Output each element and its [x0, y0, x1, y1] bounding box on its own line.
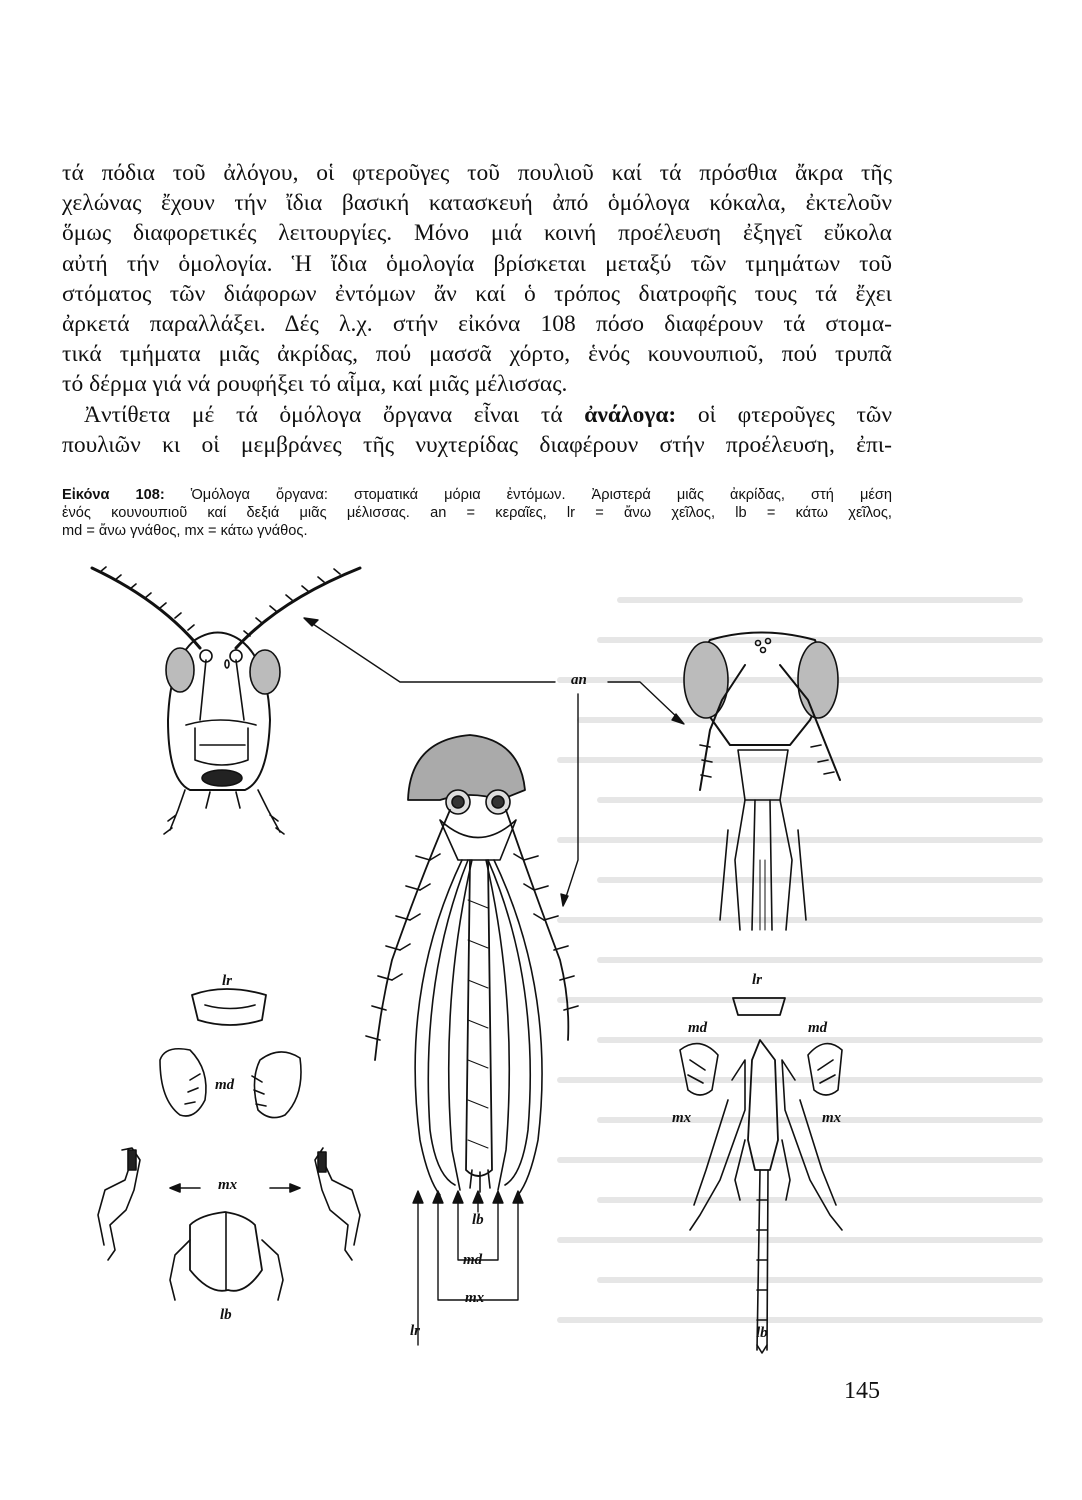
label-lb-right: lb [756, 1325, 768, 1341]
label-md-left: md [215, 1077, 235, 1093]
caption-text-1: Ὁμόλογα ὄργανα: στοματικά μόρια ἐντόμων. Ἀριστερά μιᾶς ἀκρίδας, στή μέση [164, 487, 892, 503]
body-line-7: τικά τμήματα μιᾶς ἀκρίδας, πού μασσᾶ χόρτο, ἑνός κουνουπιοῦ, πού τρυπᾶ [62, 341, 892, 368]
label-lb-left: lb [220, 1307, 232, 1323]
mosquito-head-drawing [366, 735, 578, 1195]
caption-line-1 [62, 486, 892, 504]
paragraph2-start: Ἀντίθετα μέ τά ὁμόλογα ὄργανα εἶναι τά [84, 401, 585, 428]
label-lr-left: lr [222, 973, 233, 989]
body-line-5: στόματος τῶν διάφορων ἐντόμων ἄν καί ὁ τρόπος διατροφῆς τους τά ἔχει [62, 280, 892, 307]
body-text [62, 158, 892, 460]
body-line-2: χελώνας ἔχουν τήν ἴδια βασική κατασκευή ἀπό ὁμόλογα κόκαλα, ἐκτελοῦν [62, 190, 892, 217]
label-lr-center: lr [410, 1323, 421, 1339]
label-mx-center: mx [465, 1290, 485, 1306]
caption-label: Εἰκόνα 108: [62, 487, 165, 503]
label-mx-right-b: mx [822, 1110, 842, 1126]
label-md-right-b: md [808, 1020, 828, 1036]
figure-108 [0, 555, 1082, 1355]
paragraph2-end: οἱ φτεροῦγες τῶν [676, 401, 892, 428]
caption-line-2: ἑνός κουνουπιοῦ καί δεξιά μιᾶς μέλισσας. an = κεραῖες, lr = ἄνω χεῖλος, lb = κάτω χεῖλος, [62, 505, 892, 522]
bee-mouthparts-drawing [680, 998, 842, 1353]
label-mx-right-a: mx [672, 1110, 692, 1126]
body-line-1: τά πόδια τοῦ ἀλόγου, οἱ φτεροῦγες τοῦ πουλιοῦ καί τά πρόσθια ἄκρα τῆς [62, 160, 892, 186]
bee-head-drawing [684, 633, 840, 931]
body-line-4: αὐτή τήν ὁμολογία. Ἡ ἴδια ὁμολογία βρίσκεται μεταξύ τῶν τμημάτων τοῦ [62, 250, 892, 277]
paragraph2-line-2: πουλιῶν κι οἱ μεμβράνες τῆς νυχτερίδας διαφέρουν στήν προέλευση, ἐπι- [62, 431, 892, 458]
label-md-center: md [463, 1252, 483, 1268]
figure-drawing [0, 555, 1082, 1355]
paragraph2-line-1 [62, 400, 892, 430]
paragraph2-bold-term: ἀνάλογα: [584, 401, 677, 428]
label-an: an [571, 672, 587, 688]
label-lr-right: lr [752, 972, 763, 988]
label-md-right-a: md [688, 1020, 708, 1036]
grasshopper-mouthparts-drawing [98, 989, 360, 1300]
body-line-8: τό δέρμα γιά νά ρουφήξει τό αἷμα, καί μιᾶς μέλισσας. [62, 371, 568, 398]
label-lb-center: lb [472, 1212, 484, 1228]
body-line-6: ἀρκετά παραλλάξει. Δές λ.χ. στήν εἰκόνα 108 πόσο διαφέρουν τά στομα- [62, 311, 892, 338]
body-line-3: ὅμως διαφορετικές λειτουργίες. Μόνο μιά κοινή προέλευση ἐξηγεῖ εὔκολα [62, 220, 892, 247]
caption-line-3: md = ἄνω γνάθος, mx = κάτω γνάθος. [62, 523, 308, 540]
grasshopper-head-drawing [92, 567, 360, 834]
page-number: 145 [844, 1378, 880, 1404]
label-mx-left: mx [218, 1177, 238, 1193]
figure-caption [62, 486, 892, 541]
